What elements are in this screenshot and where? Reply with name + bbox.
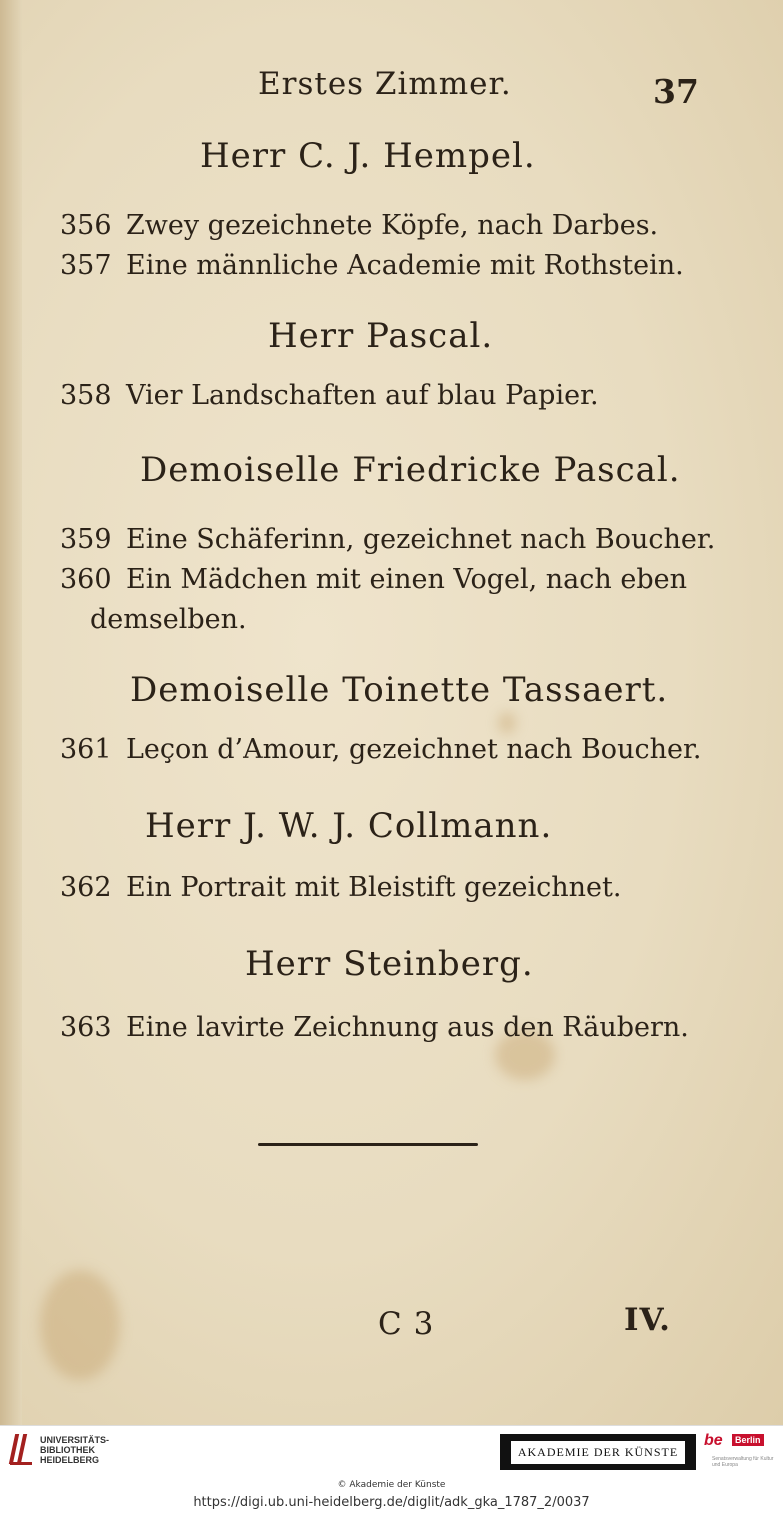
page-edge — [0, 0, 22, 1425]
artist-name: Demoiselle Friedricke Pascal. — [140, 450, 681, 490]
entry-number: 362 — [60, 872, 112, 903]
artist-name: Demoiselle Toinette Tassaert. — [130, 670, 669, 710]
copyright-text: © Akademie der Künste — [337, 1480, 446, 1490]
berlin-logo-text: Berlin — [732, 1434, 764, 1446]
berlin-subtitle: Senatsverwaltung für Kultur und Europa — [712, 1456, 774, 1468]
page-number: 37 — [653, 72, 699, 111]
entry-number: 361 — [60, 734, 112, 765]
page-url[interactable]: https://digi.ub.uni-heidelberg.de/diglit/adk_gka_1787_2/0037 — [193, 1495, 590, 1510]
artist-name: Herr Pascal. — [268, 316, 494, 356]
signature-mark: C 3 — [378, 1306, 435, 1342]
entry-text: Ein Mädchen mit einen Vogel, nach eben — [126, 564, 687, 595]
divider-rule — [258, 1143, 478, 1146]
entry-number: 363 — [60, 1012, 112, 1043]
entry-number: 358 — [60, 380, 112, 411]
entry-number: 356 — [60, 210, 112, 241]
artist-name: Herr Steinberg. — [245, 944, 534, 984]
entry-text: Eine lavirte Zeichnung aus den Räubern. — [126, 1012, 689, 1043]
entry-number: 357 — [60, 250, 112, 281]
entry-text: Zwey gezeichnete Köpfe, nach Darbes. — [126, 210, 659, 241]
berlin-logo[interactable] — [704, 1432, 776, 1472]
ub-heidelberg-logo[interactable] — [8, 1432, 110, 1468]
ub-logo-text: UNIVERSITÄTS- BIBLIOTHEK HEIDELBERG — [40, 1435, 110, 1465]
be-mark: be — [704, 1432, 723, 1449]
adk-logo-text: AKADEMIE DER KÜNSTE — [511, 1441, 685, 1464]
artist-name: Herr C. J. Hempel. — [200, 136, 536, 176]
entry-number: 360 — [60, 564, 112, 595]
entry-text: Ein Portrait mit Bleistift gezeichnet. — [126, 872, 622, 903]
adk-logo[interactable] — [500, 1434, 696, 1470]
catchword: IV. — [624, 1302, 671, 1338]
ub-emblem-icon — [8, 1432, 34, 1468]
entry-text: Vier Landschaften auf blau Papier. — [126, 380, 599, 411]
entry-text: Leçon d’Amour, gezeichnet nach Boucher. — [126, 734, 702, 765]
entry-continuation: demselben. — [90, 604, 247, 635]
paper-stain — [498, 712, 516, 734]
page-header-title: Erstes Zimmer. — [258, 66, 512, 102]
paper-stain — [40, 1270, 120, 1380]
artist-name: Herr J. W. J. Collmann. — [145, 806, 553, 846]
entry-text: Eine Schäferinn, gezeichnet nach Boucher. — [126, 524, 716, 555]
entry-text: Eine männliche Academie mit Rothstein. — [126, 250, 684, 281]
entry-number: 359 — [60, 524, 112, 555]
